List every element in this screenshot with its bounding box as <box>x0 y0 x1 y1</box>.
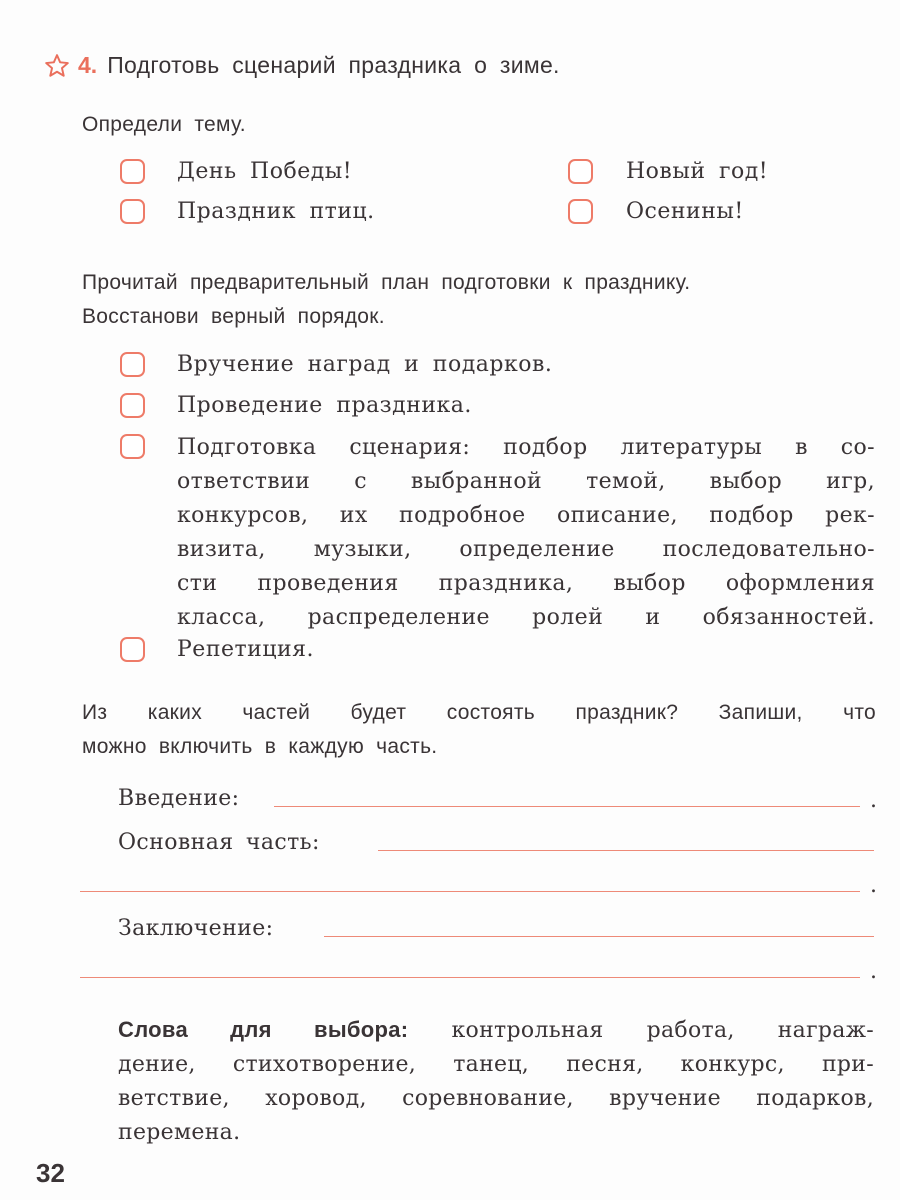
plan-instruction-line: Прочитай предварительный план подготовки к празднику. <box>82 271 691 294</box>
plan-instruction <box>82 266 690 334</box>
option-label: Новый год! <box>626 159 769 184</box>
plan-item-2[interactable] <box>120 393 472 418</box>
conclusion-answer-line-2[interactable] <box>80 977 860 978</box>
word-bank <box>118 1013 874 1150</box>
main-part-answer-line-2[interactable] <box>80 891 860 892</box>
checkbox[interactable] <box>120 352 145 377</box>
period: . <box>870 788 877 813</box>
conclusion-answer-line-1[interactable] <box>324 936 874 937</box>
checkbox[interactable] <box>120 199 145 224</box>
text-line: визита, музыки, определение последовательно- <box>177 537 875 562</box>
theme-option-3[interactable] <box>120 199 375 224</box>
word-bank-line: дение, стихотворение, танец, песня, конкурс, при- <box>118 1052 874 1077</box>
plan-item-4[interactable] <box>120 637 314 662</box>
parts-instruction-line: можно включить в каждую часть. <box>82 735 438 758</box>
checkbox[interactable] <box>120 637 145 662</box>
parts-instruction <box>82 696 876 764</box>
parts-instruction-line: Из каких частей будет состоять праздник? Запиши, что <box>82 701 876 724</box>
checkbox[interactable] <box>120 159 145 184</box>
main-part-label: Основная часть: <box>118 830 320 855</box>
text-line: класса, распределение ролей и обязанностей. <box>177 605 875 630</box>
text-line: ответствии с выбранной темой, выбор игр, <box>177 469 875 494</box>
intro-answer-line[interactable] <box>274 806 860 807</box>
main-part-answer-line-1[interactable] <box>378 850 874 851</box>
plan-item-label: Вручение наград и подарков. <box>177 352 553 377</box>
word-bank-line: перемена. <box>118 1120 241 1145</box>
text-line: сти проведения праздника, выбор оформления <box>177 571 875 596</box>
task-number: 4. <box>78 52 98 78</box>
plan-instruction-line: Восстанови верный порядок. <box>82 305 385 328</box>
page-number: 32 <box>36 1158 65 1188</box>
period: . <box>870 873 877 898</box>
checkbox[interactable] <box>120 434 145 459</box>
task-header <box>44 52 560 79</box>
theme-option-1[interactable] <box>120 159 352 184</box>
conclusion-label: Заключение: <box>118 916 274 941</box>
option-label: Праздник птиц. <box>177 199 375 224</box>
task-title: Подготовь сценарий праздника о зиме. <box>107 52 560 78</box>
text-line: конкурсов, их подробное описание, подбор рек- <box>177 503 875 528</box>
plan-item-label: Репетиция. <box>177 637 315 662</box>
intro-label: Введение: <box>118 786 240 811</box>
theme-option-2[interactable] <box>568 159 768 184</box>
word-bank-label: Слова для выбора: <box>118 1017 409 1042</box>
plan-item-3[interactable] <box>120 434 145 459</box>
plan-item-3-text <box>177 431 875 635</box>
period: . <box>870 959 877 984</box>
option-label: День Победы! <box>177 159 353 184</box>
plan-item-label: Проведение праздника. <box>177 393 472 418</box>
checkbox[interactable] <box>120 393 145 418</box>
theme-option-4[interactable] <box>568 199 744 224</box>
text-line: Подготовка сценария: подбор литературы в со- <box>177 435 875 460</box>
word-bank-line: ветствие, хоровод, соревнование, вручение подарков, <box>118 1086 874 1111</box>
theme-instruction: Определи тему. <box>82 113 246 136</box>
plan-item-1[interactable] <box>120 352 552 377</box>
checkbox[interactable] <box>568 199 593 224</box>
checkbox[interactable] <box>568 159 593 184</box>
star-icon <box>44 53 70 79</box>
word-bank-line: Слова для выбора: контрольная работа, награж- <box>118 1017 874 1043</box>
option-label: Осенины! <box>626 199 744 224</box>
